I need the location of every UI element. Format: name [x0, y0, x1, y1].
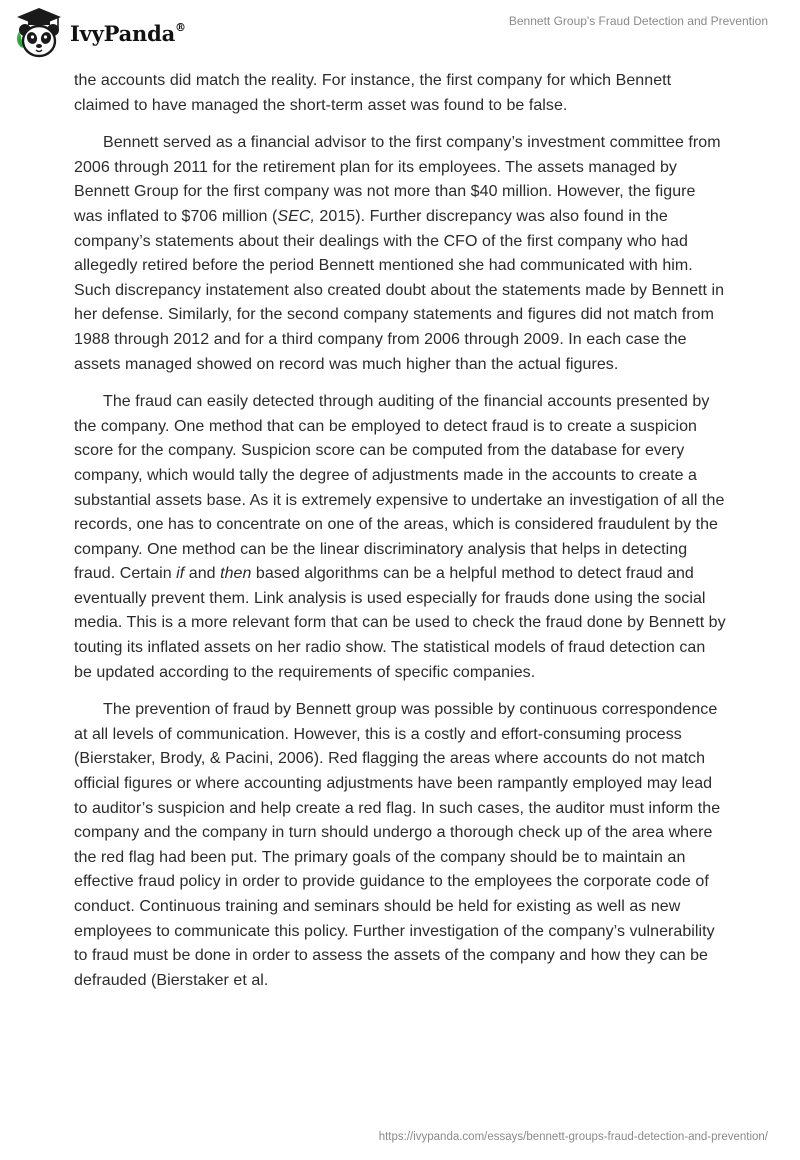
ivypanda-logo[interactable]	[14, 6, 186, 60]
page-header	[0, 0, 800, 70]
essay-body	[74, 69, 726, 1006]
paragraph-text: and	[184, 565, 221, 583]
italic-text: if	[176, 565, 185, 583]
source-url[interactable]: https://ivypanda.com/essays/bennett-groups-fraud-detection-and-prevention/	[378, 1131, 768, 1143]
document-title: Bennett Group's Fraud Detection and Prevention	[508, 14, 768, 28]
paragraph-text: 2015). Further discrepancy was also found in the company’s statements about their dealings with the CFO of the first company who had allegedly retired before the period Bennett mentioned she had communicated with him. Such discrepancy instatement also created doubt about the statements made by Bennett in her defense. Similarly, for the second company statements and figures did not match from 1988 through 2012 and for a third company from 2006 through 2009. In each case the assets managed showed on record was much higher than the actual figures.	[74, 207, 725, 373]
italic-text: then	[220, 565, 252, 583]
logo-text: IvyPanda	[70, 20, 176, 46]
body-paragraph	[74, 131, 726, 377]
body-paragraph	[74, 390, 726, 685]
paragraph-text: The fraud can easily detected through auditing of the financial accounts presented by the company. One method that can be employed to detect fraud is to create a suspicion score for the company. Suspicion score can be computed from the database for every company, which would tally the degree of adjustments made in the accounts to create a substantial assets base. As it is extremely expensive to undertake an investigation of all the records, one has to concentrate on one of the areas, which is considered fraudulent by the company. One method can be the linear discriminatory analysis that helps in detecting fraud. Certain	[74, 393, 725, 583]
registered-mark: ®	[175, 20, 186, 34]
panda-graduate-icon	[14, 6, 64, 60]
body-paragraph	[74, 69, 726, 118]
paragraph-text: the accounts did match the reality. For instance, the first company for which Bennett claimed to have managed the short-term asset was found to be false.	[74, 72, 672, 114]
body-paragraph	[74, 698, 726, 993]
paragraph-text: Bennett served as a financial advisor to the first company’s investment committee from 2006 through 2011 for the retirement plan for its employees. The assets managed by Bennett Group for the first company was not more than $40 million. However, the figure was inflated to $706 million (	[74, 134, 721, 225]
logo-wordmark	[70, 21, 186, 46]
paragraph-text: The prevention of fraud by Bennett group was possible by continuous correspondence at all levels of communication. However, this is a costly and effort-consuming process (Bierstaker, Brody, & Pacini, 2006). Red flagging the areas where accounts do not match official figures or where accounting adjustments have been rampantly employed may lead to auditor’s suspicion and help create a red flag. In such cases, the auditor must inform the company and the company in turn should undergo a thorough check up of the area where the red flag had been put. The primary goals of the company should be to maintain an effective fraud policy in order to provide guidance to the employees the corporate code of conduct. Continuous training and seminars should be held for existing as well as new employees to communicate this policy. Further investigation of the company’s vulnerability to fraud must be done in order to assess the assets of the company and how they can be defrauded (Bierstaker et al.	[74, 701, 721, 989]
paragraph-text: based algorithms can be a helpful method to detect fraud and eventually prevent them. Link analysis is used especially for frauds done using the social media. This is a more relevant form that can be used to check the fraud done by Bennett by touting its inflated assets on her radio show. The statistical models of fraud detection can be updated according to the requirements of specific companies.	[74, 565, 726, 681]
italic-text: SEC,	[277, 207, 315, 225]
